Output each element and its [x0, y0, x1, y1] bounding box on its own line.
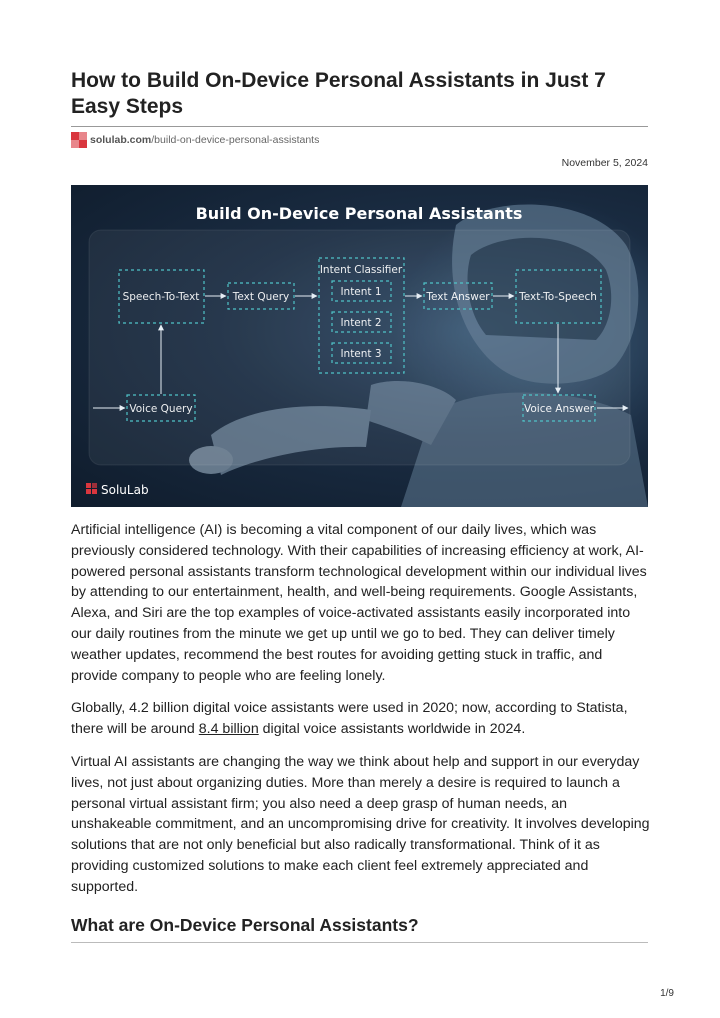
- hero-image: [71, 185, 648, 507]
- stats-text-after: digital voice assistants worldwide in 2024.: [258, 720, 526, 737]
- statista-link[interactable]: 8.4 billion: [198, 720, 259, 737]
- intent-classifier-label: Intent Classifier: [319, 264, 403, 276]
- intent-1-label: Intent 1: [340, 286, 382, 298]
- solulab-logo-icon: [71, 132, 87, 148]
- source-path[interactable]: /build-on-device-personal-assistants: [151, 134, 320, 146]
- text-answer-label: Text Answer: [426, 291, 490, 303]
- section-divider: [71, 942, 648, 943]
- page-title: How to Build On-Device Personal Assistants in Just 7 Easy Steps: [71, 69, 606, 118]
- source-line: [71, 131, 319, 149]
- voice-query-label: Voice Query: [129, 403, 193, 415]
- stats-text-before: Globally, 4.2 billion digital voice assistants were used in 2020; now, according to Statista, there will be around: [71, 700, 628, 737]
- title-divider: [71, 126, 648, 127]
- voice-answer-label: Voice Answer: [524, 403, 594, 415]
- intent-3-label: Intent 3: [340, 348, 382, 360]
- paragraph-intro: Artificial intelligence (AI) is becoming a vital component of our daily lives, which was previously considered technology. With their capabilities of increasing efficiency at work, AI-powered personal assistants transform technological development within our individual lives by attending to our entertainment, health, and well-being requirements. Google Assistants, Alexa, and Siri are the top examples of voice-activated assistants easily incorporated into our daily routines from the minute we get up until we go to bed. They can deliver timely weather updates, recommend the best routes for avoiding getting stuck in traffic, and provide company to people who are feeling lonely.: [71, 522, 647, 684]
- hero-title: Build On-Device Personal Assistants: [195, 204, 523, 223]
- paragraph-virtual-assistants: Virtual AI assistants are changing the way we think about help and support in our everyday lives, not just about organizing duties. More than merely a desire is required to launch a personal virtual assistant firm; you also need a deep grasp of human needs, an unshakeable commitment, and an uncompromising drive for creativity. It involves developing solutions that are not only beneficial but also radically transformational. Think of it as providing customized solutions to make each client feel extremely appreciated and supported.: [71, 754, 650, 895]
- speech-to-text-label: Speech-To-Text: [122, 291, 200, 303]
- hero-brand-label: SoluLab: [101, 483, 149, 497]
- publish-date: November 5, 2024: [561, 157, 648, 169]
- paragraph-stats: [71, 698, 651, 740]
- section-heading: What are On-Device Personal Assistants?: [71, 915, 419, 935]
- source-domain[interactable]: solulab.com: [90, 134, 152, 146]
- solulab-brand: [86, 483, 149, 497]
- text-to-speech-label: Text-To-Speech: [519, 291, 597, 303]
- text-query-label: Text Query: [232, 291, 290, 303]
- page-number: 1/9: [660, 988, 674, 999]
- intent-2-label: Intent 2: [340, 317, 382, 329]
